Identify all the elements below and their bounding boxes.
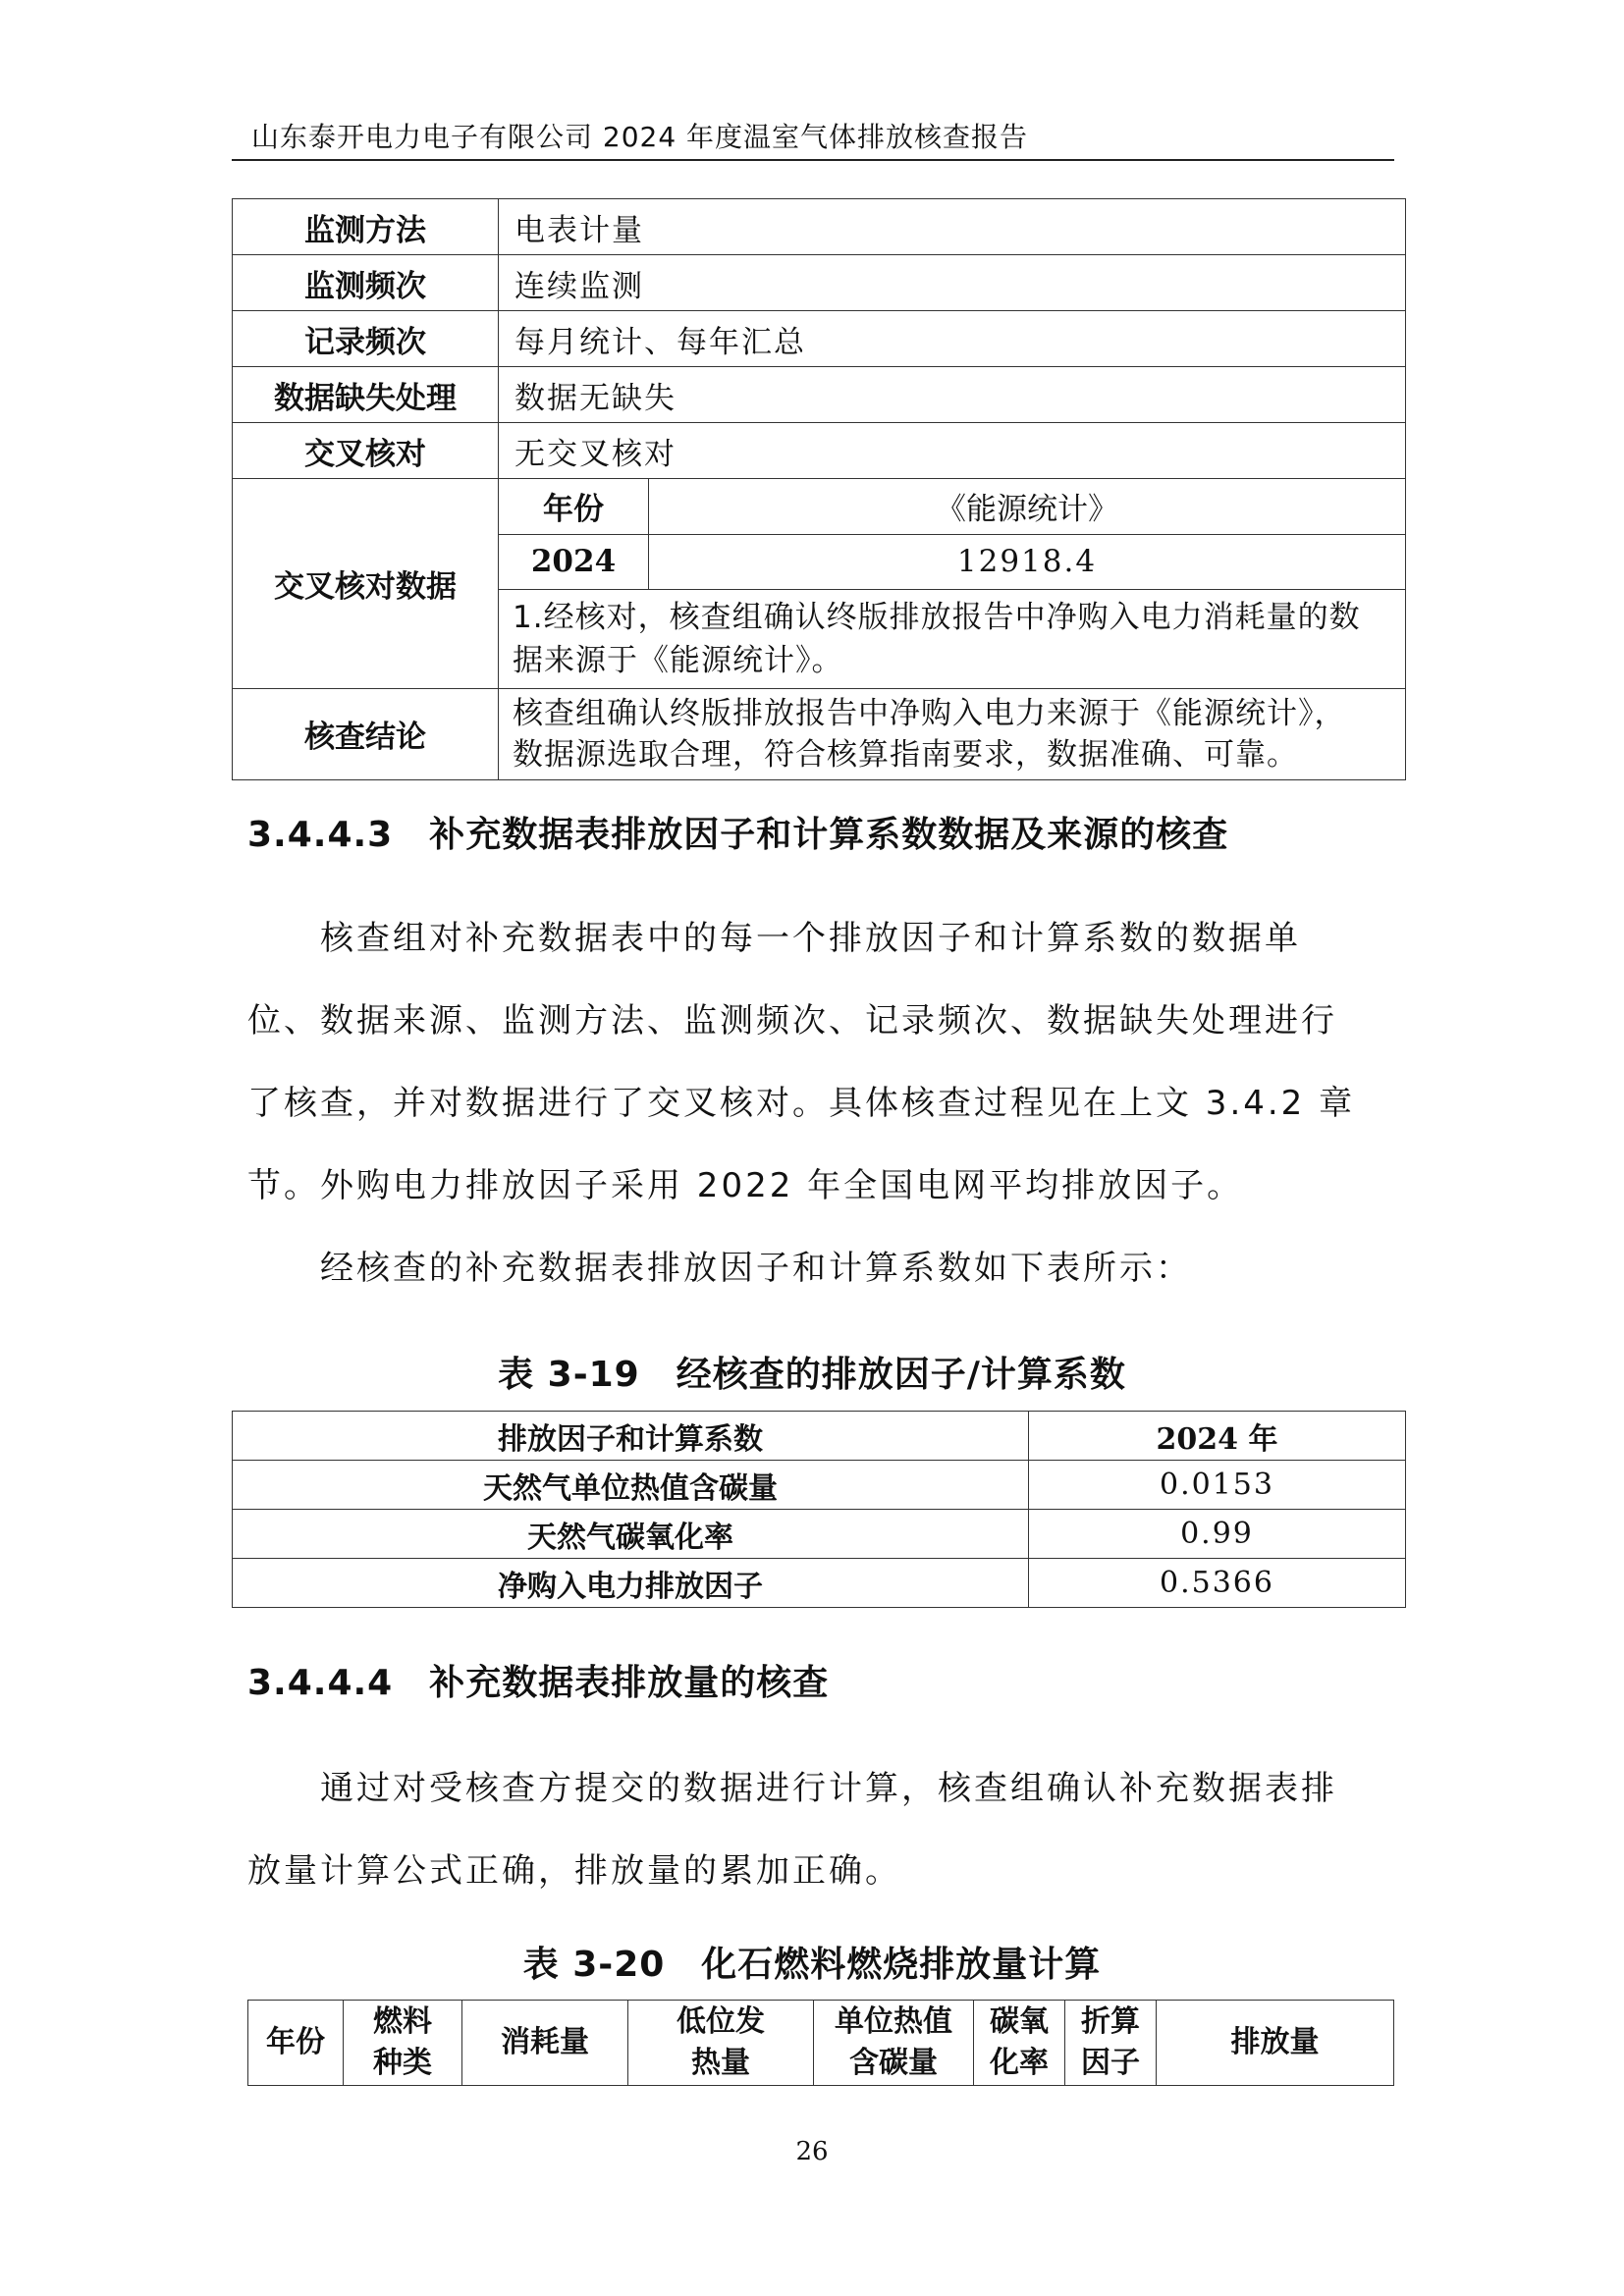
header-line: 因子: [1081, 2046, 1140, 2080]
section-heading: 3.4.4.3 补充数据表排放因子和计算系数数据及来源的核查: [247, 815, 1229, 855]
table-row: [233, 1461, 1406, 1510]
paragraph: [247, 897, 1394, 1309]
col-year-header: 年份: [499, 479, 649, 534]
column-header: [1065, 2001, 1157, 2086]
cross-check-row: [233, 479, 1406, 689]
header-line: 化率: [990, 2046, 1049, 2080]
row-label: 监测方法: [233, 199, 499, 255]
header-line: 碳氧: [990, 2004, 1049, 2039]
factor-value: 0.5366: [1029, 1559, 1406, 1608]
row-label: 监测频次: [233, 255, 499, 311]
year-cell: 2024: [499, 534, 649, 589]
value-cell: 12918.4: [649, 534, 1406, 589]
table-row: [233, 311, 1406, 367]
col-source-header: 《能源统计》: [649, 479, 1406, 534]
note-line: 1.经核对，核查组确认终版排放报告中净购入电力消耗量的数: [513, 599, 1361, 635]
header-line: 含碳量: [849, 2046, 938, 2080]
header-rule: [232, 159, 1394, 161]
paragraph-line: 经核查的补充数据表排放因子和计算系数如下表所示：: [247, 1249, 1192, 1288]
fossil-fuel-emission-table: [247, 2000, 1394, 2086]
row-value: 连续监测: [499, 255, 1406, 311]
header-line: 年份: [266, 2025, 325, 2059]
row-value: 数据无缺失: [499, 367, 1406, 423]
column-header: [462, 2001, 628, 2086]
header-line: 燃料: [373, 2004, 432, 2039]
paragraph-line: 放量计算公式正确，排放量的累加正确。: [247, 1851, 901, 1891]
header-line: 低位发: [677, 2004, 765, 2039]
table-row: [233, 423, 1406, 479]
column-header: [974, 2001, 1065, 2086]
paragraph-line: 核查组对补充数据表中的每一个排放因子和计算系数的数据单: [247, 919, 1301, 958]
conclusion-label: 核查结论: [233, 688, 499, 779]
table-row: [233, 199, 1406, 255]
table-caption: 表 3-20 化石燃料燃烧排放量计算: [522, 1945, 1102, 1985]
row-value: 每月统计、每年汇总: [499, 311, 1406, 367]
header-line: 热量: [691, 2046, 750, 2080]
factor-value: 0.0153: [1029, 1461, 1406, 1510]
cross-check-inner-table: [499, 479, 1405, 688]
factor-name: 天然气碳氧化率: [233, 1510, 1029, 1559]
page-number: 26: [795, 2137, 829, 2166]
emission-factor-table: [232, 1411, 1406, 1608]
row-value: 电表计量: [499, 199, 1406, 255]
column-header: [344, 2001, 462, 2086]
table-row: [233, 255, 1406, 311]
cross-check-label: 交叉核对数据: [233, 479, 499, 689]
row-label: 交叉核对: [233, 423, 499, 479]
paragraph-line: 位、数据来源、监测方法、监测频次、记录频次、数据缺失处理进行: [247, 1001, 1337, 1041]
conclusion-line: 数据源选取合理，符合核算指南要求，数据准确、可靠。: [513, 736, 1298, 773]
factor-name: 天然气单位热值含碳量: [233, 1461, 1029, 1510]
page-header: 山东泰开电力电子有限公司 2024 年度温室气体排放核查报告: [251, 121, 1029, 153]
header-line: 种类: [373, 2046, 432, 2080]
monitoring-info-table: [232, 198, 1406, 780]
factor-value: 0.99: [1029, 1510, 1406, 1559]
row-value: 无交叉核对: [499, 423, 1406, 479]
paragraph-line: 节。外购电力排放因子采用 2022 年全国电网平均排放因子。: [247, 1166, 1244, 1205]
header-line: 单位热值: [835, 2004, 952, 2039]
column-header: 2024 年: [1029, 1412, 1406, 1461]
table-header-row: [248, 2001, 1394, 2086]
row-label: 数据缺失处理: [233, 367, 499, 423]
column-header: [814, 2001, 974, 2086]
header-line: 消耗量: [501, 2025, 589, 2059]
table-row: [233, 367, 1406, 423]
column-header: [1157, 2001, 1394, 2086]
paragraph-line: 了核查，并对数据进行了交叉核对。具体核查过程见在上文 3.4.2 章: [247, 1084, 1356, 1123]
column-header: [248, 2001, 344, 2086]
conclusion-row: [233, 688, 1406, 779]
table-row: [233, 1559, 1406, 1608]
factor-name: 净购入电力排放因子: [233, 1559, 1029, 1608]
row-label: 记录频次: [233, 311, 499, 367]
table-header-row: [233, 1412, 1406, 1461]
column-header: [628, 2001, 814, 2086]
conclusion-text: [499, 688, 1406, 779]
section-heading: 3.4.4.4 补充数据表排放量的核查: [247, 1663, 830, 1703]
header-line: 折算: [1081, 2004, 1140, 2039]
cross-check-note: [499, 589, 1405, 688]
note-line: 据来源于《能源统计》。: [513, 642, 843, 678]
table-row: [233, 1510, 1406, 1559]
paragraph: [247, 1747, 1394, 1912]
header-line: 排放量: [1230, 2025, 1320, 2059]
cross-check-cell: [499, 479, 1406, 689]
column-header: 排放因子和计算系数: [233, 1412, 1029, 1461]
paragraph-line: 通过对受核查方提交的数据进行计算，核查组确认补充数据表排: [247, 1769, 1337, 1808]
table-caption: 表 3-19 经核查的排放因子/计算系数: [498, 1355, 1126, 1395]
conclusion-line: 核查组确认终版排放报告中净购入电力来源于《能源统计》，: [513, 695, 1346, 731]
